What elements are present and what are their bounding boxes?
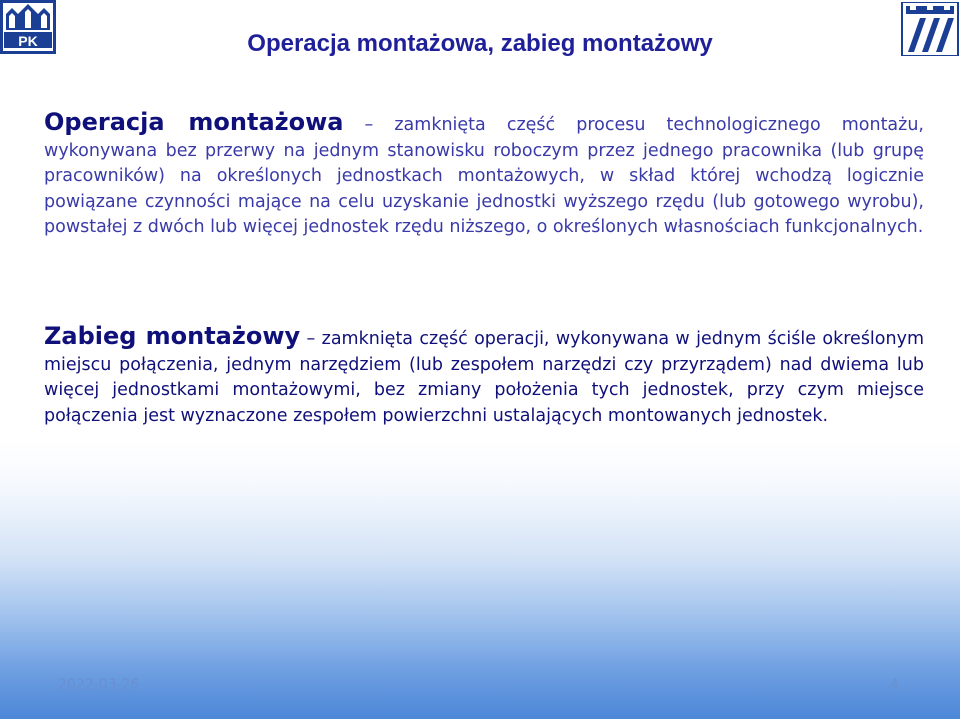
footer-date: 2022-03-26 bbox=[58, 677, 140, 693]
definition-operacja bbox=[44, 110, 924, 241]
definition-term: Operacja montażowa bbox=[44, 108, 344, 136]
logo-left-text: PK bbox=[18, 33, 38, 49]
definition-zabieg bbox=[44, 324, 924, 429]
slide-title: Operacja montażowa, zabieg montażowy bbox=[247, 30, 713, 57]
page-number: 4 bbox=[890, 677, 899, 693]
definition-text: – zamknięta część operacji, wykonywana w jednym ściśle określonym miejscu połączenia, jednym narzędziem (lub zespołem narzędzi czy przyrządem) nad dwiema lub więcej jednostkami montażowymi, bez zmiany położenia tych jednostek, przy czym miejsce połączenia jest wyznaczone zespołem powierzchni ustalających montowanych jednostek. bbox=[44, 329, 924, 426]
definition-term: Zabieg montażowy bbox=[44, 322, 301, 350]
definition-text: – zamknięta część procesu technologicznego montażu, wykonywana bez przerwy na jednym stanowisku roboczym przez jednego pracownika (lub grupę pracowników) na określonych jednostkach montażowych, w skład której wchodzą logicznie powiązane czynności mające na celu uzyskanie jednostki wyższego rzędu (lub gotowego wyrobu), powstałej z dwóch lub więcej jednostek rzędu niższego, o określonych własnościach funkcjonalnych. bbox=[44, 115, 924, 237]
